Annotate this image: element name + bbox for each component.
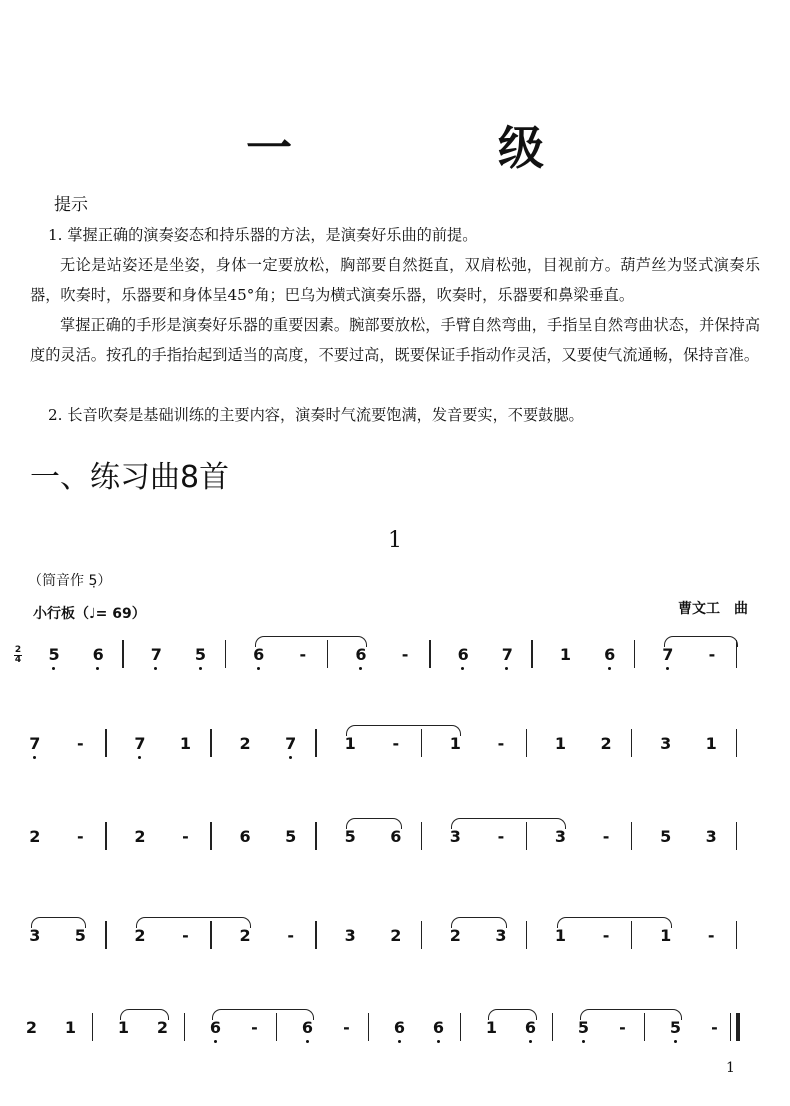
dash-extension: -: [707, 926, 715, 945]
note-2: 2: [239, 734, 251, 753]
barline: [526, 729, 527, 757]
note-2: 2: [390, 926, 402, 945]
note-1: 1: [179, 734, 192, 753]
barline: [315, 729, 316, 757]
note-2: 2: [134, 827, 146, 846]
note-5: 5: [48, 645, 60, 664]
tips-heading: 提示: [54, 195, 88, 215]
barline: [92, 1013, 93, 1041]
note-6: 6: [390, 827, 402, 846]
piece-number: 1: [388, 528, 402, 553]
tie-slur: [488, 1009, 537, 1020]
tie-slur: [580, 1009, 682, 1020]
barline: [526, 921, 527, 949]
note-7: 7: [662, 645, 674, 664]
tie-slur: [557, 917, 672, 928]
note-6: 6: [457, 645, 469, 664]
barline: [460, 1013, 461, 1041]
tips-paragraph-4: 2. 长音吹奏是基础训练的主要内容，演奏时气流要饱满，发音要实，不要鼓腮。: [48, 406, 584, 424]
tempo-mark: 小行板（♩= 69）: [33, 606, 146, 622]
note-5: 5: [660, 827, 672, 846]
note-6: 6: [393, 1018, 406, 1037]
dash-extension: -: [182, 827, 189, 846]
barline: [105, 822, 106, 850]
barline: [210, 822, 211, 850]
time-signature: [14, 646, 22, 665]
barline: [736, 822, 737, 850]
barline: [429, 640, 430, 668]
barline: [736, 729, 737, 757]
note-1: 1: [117, 1018, 130, 1037]
tie-slur: [451, 917, 507, 928]
final-barline: [736, 1013, 740, 1041]
dash-extension: -: [251, 1018, 258, 1037]
note-2: 2: [134, 926, 146, 945]
note-2: 2: [449, 926, 461, 945]
note-5: 5: [577, 1018, 590, 1037]
dash-extension: -: [602, 926, 610, 945]
note-3: 3: [29, 926, 41, 945]
tie-slur: [31, 917, 87, 928]
note-7: 7: [29, 734, 41, 753]
barline: [631, 729, 632, 757]
dash-extension: -: [392, 734, 400, 753]
note-3: 3: [554, 827, 567, 846]
barline: [631, 822, 632, 850]
page-number: 1: [726, 1060, 735, 1076]
tie-slur: [346, 818, 402, 829]
section-title: 一、练习曲8首: [30, 460, 230, 495]
note-1: 1: [449, 734, 461, 753]
note-1: 1: [485, 1018, 498, 1037]
barline: [552, 1013, 553, 1041]
note-2: 2: [239, 926, 251, 945]
time-signature-bottom: 4: [14, 655, 22, 665]
tie-slur: [346, 725, 461, 736]
barline: [736, 921, 737, 949]
tie-slur: [255, 636, 367, 647]
tips-paragraph-3: 掌握正确的手形是演奏好乐器的重要因素。腕部要放松，手臂自然弯曲，手指呈自然弯曲状态，并保持高度的灵活。按孔的手指抬起到适当的高度，不要过高，既要保证手指动作灵活，又要使气流通畅，保持音准。: [30, 316, 760, 364]
note-2: 2: [156, 1018, 169, 1037]
tie-slur: [212, 1009, 314, 1020]
page-title: 一 级: [246, 121, 624, 175]
note-6: 6: [301, 1018, 314, 1037]
note-1: 1: [554, 926, 567, 945]
dash-extension: -: [497, 827, 505, 846]
note-5: 5: [669, 1018, 682, 1037]
barline: [315, 921, 316, 949]
barline: [184, 1013, 185, 1041]
note-6: 6: [355, 645, 367, 664]
tie-slur: [664, 636, 738, 647]
tie-slur: [120, 1009, 169, 1020]
note-2: 2: [25, 1018, 38, 1037]
note-2: 2: [600, 734, 612, 753]
tone-note: （筒音作 5̣）: [28, 573, 112, 589]
final-barline-thin: [730, 1013, 731, 1041]
note-7: 7: [501, 645, 513, 664]
barline: [225, 640, 226, 668]
dash-extension: -: [602, 827, 610, 846]
note-6: 6: [209, 1018, 222, 1037]
composer-credit: 曹文工 曲: [678, 601, 748, 617]
tips-paragraph-2: 无论是站姿还是坐姿，身体一定要放松，胸部要自然挺直，双肩松弛，目视前方。葫芦丝为竖式演奏乐器，吹奏时，乐器要和身体呈45°角；巴乌为横式演奏乐器，吹奏时，乐器要和鼻梁垂直。: [30, 256, 760, 304]
note-3: 3: [705, 827, 717, 846]
barline: [315, 822, 316, 850]
dash-extension: -: [401, 645, 409, 664]
note-3: 3: [495, 926, 507, 945]
note-1: 1: [64, 1018, 77, 1037]
note-6: 6: [432, 1018, 445, 1037]
dash-extension: -: [708, 645, 716, 664]
note-6: 6: [604, 645, 616, 664]
barline: [368, 1013, 369, 1041]
dash-extension: -: [77, 734, 84, 753]
barline: [122, 640, 123, 668]
note-1: 1: [660, 926, 672, 945]
note-5: 5: [194, 645, 207, 664]
tips-paragraph-1: 1. 掌握正确的演奏姿态和持乐器的方法，是演奏好乐曲的前提。: [48, 226, 478, 244]
barline: [210, 729, 211, 757]
note-6: 6: [253, 645, 265, 664]
note-1: 1: [559, 645, 572, 664]
dash-extension: -: [497, 734, 505, 753]
dash-extension: -: [287, 926, 294, 945]
note-3: 3: [344, 926, 356, 945]
dash-extension: -: [343, 1018, 350, 1037]
note-1: 1: [344, 734, 356, 753]
time-signature-top: 2: [14, 645, 22, 655]
note-7: 7: [134, 734, 146, 753]
barline: [634, 640, 635, 668]
note-6: 6: [239, 827, 251, 846]
barline: [421, 921, 422, 949]
note-5: 5: [285, 827, 297, 846]
note-6: 6: [92, 645, 104, 664]
dash-extension: -: [77, 827, 84, 846]
note-3: 3: [449, 827, 461, 846]
dash-extension: -: [619, 1018, 626, 1037]
dash-extension: -: [711, 1018, 718, 1037]
note-2: 2: [29, 827, 41, 846]
dash-extension: -: [182, 926, 189, 945]
note-7: 7: [150, 645, 162, 664]
note-1: 1: [554, 734, 567, 753]
barline: [531, 640, 532, 668]
note-6: 6: [524, 1018, 537, 1037]
note-5: 5: [344, 827, 356, 846]
dash-extension: -: [299, 645, 307, 664]
note-5: 5: [74, 926, 86, 945]
barline: [105, 729, 106, 757]
note-1: 1: [705, 734, 717, 753]
barline: [105, 921, 106, 949]
barline: [421, 822, 422, 850]
tie-slur: [136, 917, 251, 928]
note-3: 3: [660, 734, 672, 753]
tie-slur: [451, 818, 566, 829]
note-7: 7: [285, 734, 297, 753]
